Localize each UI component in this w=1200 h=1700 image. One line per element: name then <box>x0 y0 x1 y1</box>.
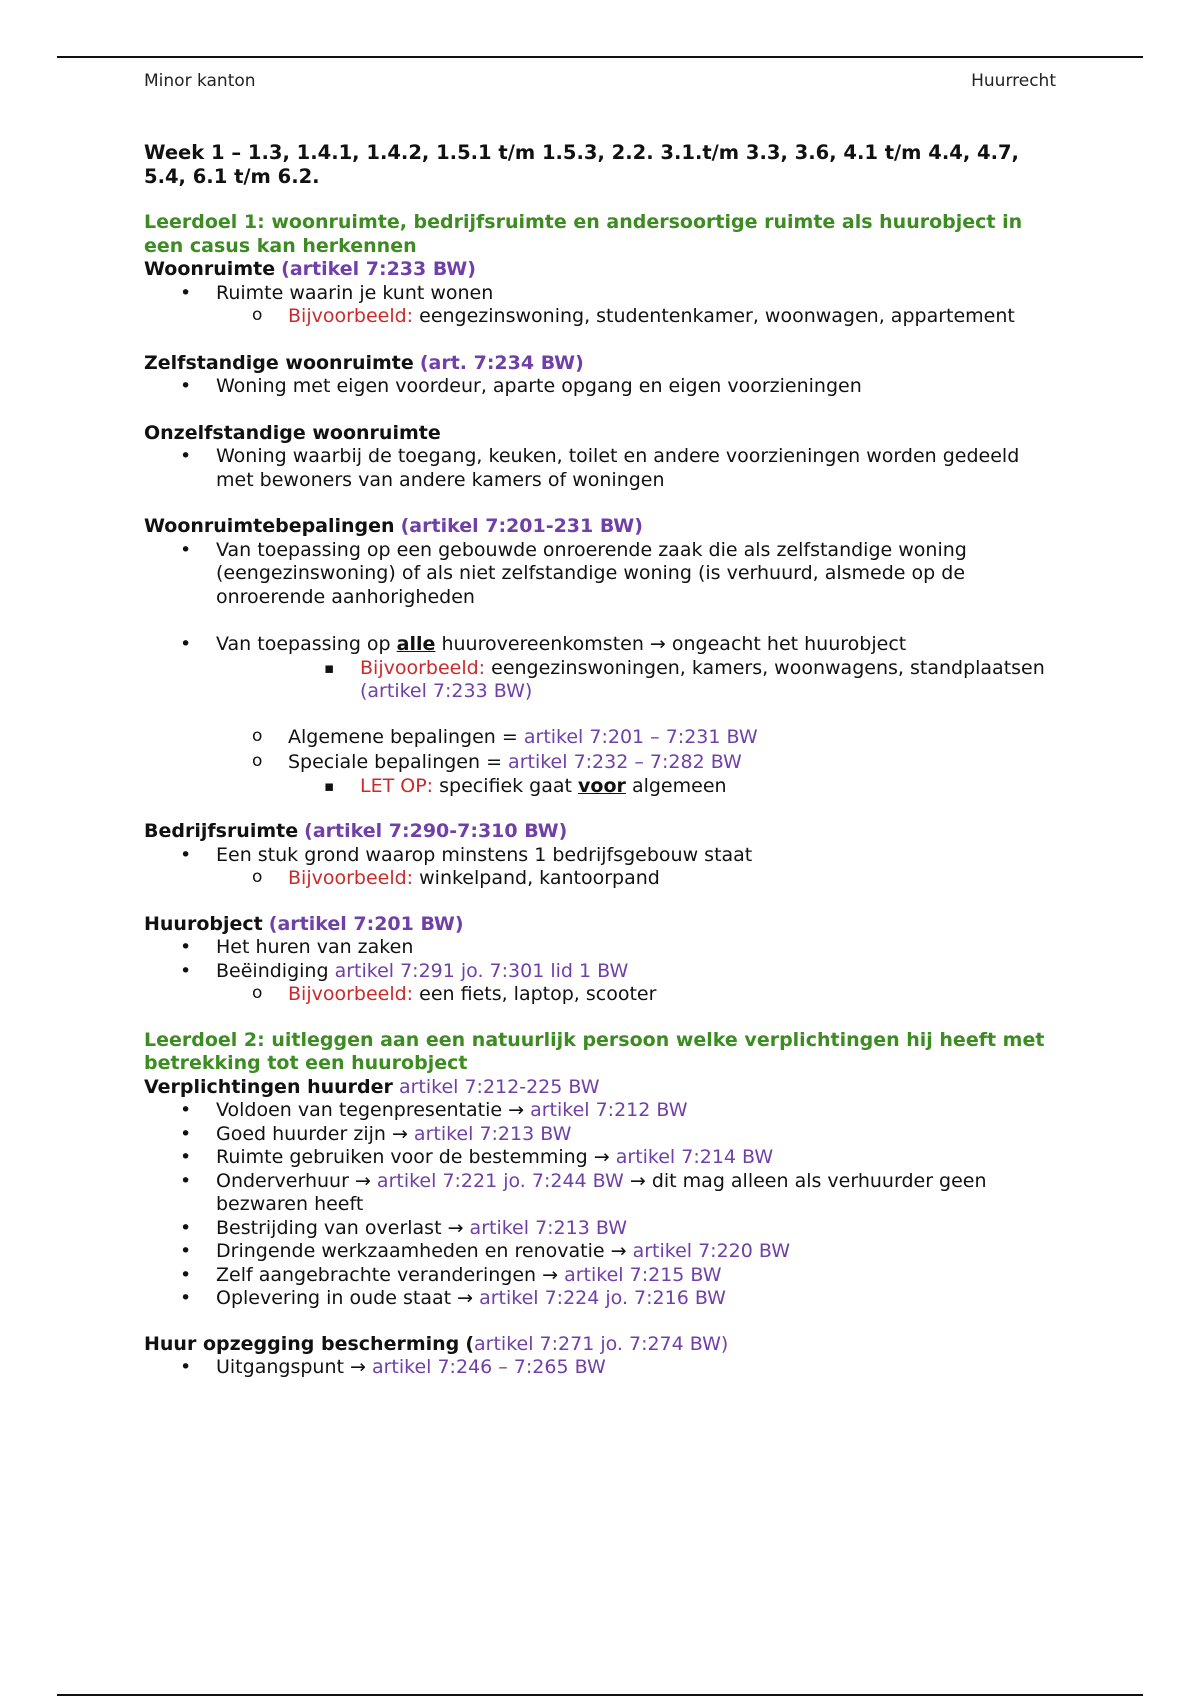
article-ref: artikel 7:224 jo. 7:216 BW <box>479 1287 726 1309</box>
list-item <box>144 305 1059 329</box>
list-item <box>144 844 1059 868</box>
section-zelfstandig <box>144 352 1059 376</box>
note-label: LET OP: <box>360 774 434 797</box>
learning-goal-2: Leerdoel 2: uitleggen aan een natuurlijk persoon welke verplichtingen hij heeft met betrekking tot een huurobject <box>144 1028 1045 1074</box>
item-text: specifiek gaat <box>439 774 572 797</box>
list-item <box>144 375 1059 399</box>
list-spacer <box>144 704 1059 726</box>
article-ref: artikel 7:246 – 7:265 BW <box>371 1356 606 1378</box>
list-item <box>144 282 1059 306</box>
emphasis: alle <box>396 633 436 655</box>
zelfstandig-list <box>144 375 1059 399</box>
item-text: Een stuk grond waarop minstens 1 bedrijfsgebouw staat <box>216 843 753 866</box>
article-ref: artikel 7:214 BW <box>615 1146 774 1168</box>
section-bepalingen <box>144 515 1059 539</box>
article-ref: (artikel 7:290-7:310 BW) <box>304 820 568 842</box>
article-ref: artikel 7:232 – 7:282 BW <box>508 751 742 773</box>
item-text: een fiets, laptop, scooter <box>419 983 657 1005</box>
article-ref: (art. 7:234 BW) <box>419 351 584 374</box>
item-text: Beëindiging <box>216 959 329 982</box>
article-ref: artikel 7:215 BW <box>564 1263 722 1286</box>
section-opzegging <box>144 1333 1059 1357</box>
list-item <box>144 936 1059 960</box>
article-ref: artikel 7:213 BW <box>469 1216 628 1239</box>
article-ref: artikel 7:291 jo. 7:301 lid 1 BW <box>334 959 629 982</box>
document-body <box>144 141 1059 1380</box>
section-bedrijfsruimte <box>144 820 1059 844</box>
item-text: Ruimte waarin je kunt wonen <box>216 281 494 304</box>
example-label: Bijvoorbeeld: <box>288 867 414 889</box>
item-text: winkelpand, kantoorpand <box>419 867 660 889</box>
bedrijfsruimte-list <box>144 844 1059 891</box>
item-text: huurovereenkomsten → ongeacht het huurobject <box>441 633 907 655</box>
item-text: Voldoen van tegenpresentatie → <box>216 1099 525 1121</box>
item-text: Het huren van zaken <box>216 936 414 958</box>
section-title: Huurobject <box>144 912 263 935</box>
header-rule <box>57 56 1143 58</box>
section-verplichtingen <box>144 1076 1059 1100</box>
header-left: Minor kanton <box>144 71 256 91</box>
item-text: eengezinswoningen, kamers, woonwagens, standplaatsen <box>491 656 1045 679</box>
list-item <box>144 1099 1059 1123</box>
item-text: Woning waarbij de toegang, keuken, toilet en andere voorzieningen worden gedeeld met bewoners van andere kamers of woningen <box>216 445 1020 491</box>
opzegging-list <box>144 1356 1059 1380</box>
section-onzelfstandig <box>144 422 1059 446</box>
list-spacer <box>144 609 1059 633</box>
article-ref: (artikel 7:233 BW) <box>281 258 476 280</box>
article-ref: (artikel 7:201 BW) <box>268 912 464 935</box>
example-label: Bijvoorbeeld: <box>288 305 414 327</box>
item-text: → dit mag alleen als verhuurder geen bezwaren heeft <box>216 1169 987 1215</box>
item-text: Oplevering in oude staat → <box>216 1287 474 1309</box>
list-item <box>144 726 1059 750</box>
list-item <box>144 1146 1059 1170</box>
woonruimte-list <box>144 282 1059 329</box>
item-text: Speciale bepalingen = <box>288 751 502 773</box>
list-item <box>144 867 1059 891</box>
item-text: Uitgangspunt → <box>216 1356 366 1378</box>
item-text: algemeen <box>631 774 727 797</box>
article-ref: artikel 7:212 BW <box>530 1099 688 1121</box>
footer-rule <box>57 1694 1143 1696</box>
example-label: Bijvoorbeeld: <box>288 983 414 1005</box>
list-item <box>144 445 1059 492</box>
item-text: Zelf aangebrachte veranderingen → <box>216 1263 559 1286</box>
section-title: Verplichtingen huurder <box>144 1075 393 1098</box>
list-item <box>144 960 1059 984</box>
list-item <box>144 1240 1059 1264</box>
list-item <box>144 1217 1059 1241</box>
article-ref: artikel 7:201 – 7:231 BW <box>523 725 758 748</box>
header-right: Huurrecht <box>971 71 1056 91</box>
item-text: Van toepassing op een gebouwde onroerende zaak die als zelfstandige woning (eengezinswoning) of als niet zelfstandige woning (is verhuurd, alsmede op de onroerende aanhorigheden <box>216 538 967 608</box>
item-text: Onderverhuur → <box>216 1169 371 1192</box>
list-item <box>144 657 1059 704</box>
article-ref: artikel 7:271 jo. 7:274 BW) <box>474 1332 729 1355</box>
list-item <box>144 1287 1059 1311</box>
section-title: Huur opzegging bescherming <box>144 1332 460 1355</box>
example-label: Bijvoorbeeld: <box>360 656 486 679</box>
list-item <box>144 1123 1059 1147</box>
item-text: Van toepassing op <box>216 633 391 655</box>
verplichtingen-list <box>144 1099 1059 1311</box>
list-item <box>144 633 1059 657</box>
section-title: Woonruimte <box>144 258 276 280</box>
section-title: Woonruimtebepalingen <box>144 515 395 537</box>
list-item <box>144 983 1059 1007</box>
onzelfstandig-list <box>144 445 1059 492</box>
learning-goal-1: Leerdoel 1: woonruimte, bedrijfsruimte en andersoortige ruimte als huurobject in een casus kan herkennen <box>144 211 1023 257</box>
article-ref: (artikel 7:233 BW) <box>360 680 533 702</box>
item-text: Dringende werkzaamheden en renovatie → <box>216 1240 627 1262</box>
section-title: Onzelfstandige woonruimte <box>144 421 441 444</box>
section-huurobject <box>144 913 1059 937</box>
article-ref: artikel 7:212-225 BW <box>398 1075 600 1098</box>
section-woonruimte <box>144 258 1059 282</box>
bepalingen-list <box>144 539 1059 799</box>
item-text: Bestrijding van overlast → <box>216 1216 464 1239</box>
list-item <box>144 775 1059 799</box>
section-title: Zelfstandige woonruimte <box>144 351 414 374</box>
list-item <box>144 751 1059 775</box>
article-ref: artikel 7:220 BW <box>632 1240 791 1262</box>
list-item <box>144 1264 1059 1288</box>
item-text: eengezinswoning, studentenkamer, woonwagen, appartement <box>419 305 1015 327</box>
list-item <box>144 1356 1059 1380</box>
item-text: Ruimte gebruiken voor de bestemming → <box>216 1146 610 1168</box>
emphasis: voor <box>578 774 626 797</box>
paren: ( <box>465 1332 475 1355</box>
item-text: Goed huurder zijn → <box>216 1122 408 1145</box>
item-text: Woning met eigen voordeur, aparte opgang en eigen voorzieningen <box>216 375 862 397</box>
week-title: Week 1 – 1.3, 1.4.1, 1.4.2, 1.5.1 t/m 1.5.3, 2.2. 3.1.t/m 3.3, 3.6, 4.1 t/m 4.4, 4.7, 5.4, 6.1 t/m 6.2. <box>144 141 1019 188</box>
item-text: Algemene bepalingen = <box>288 725 518 748</box>
article-ref: (artikel 7:201-231 BW) <box>400 515 643 537</box>
list-item <box>144 539 1059 610</box>
section-title: Bedrijfsruimte <box>144 820 299 842</box>
article-ref: artikel 7:221 jo. 7:244 BW <box>376 1169 624 1192</box>
list-item <box>144 1170 1059 1217</box>
huurobject-list <box>144 936 1059 1007</box>
article-ref: artikel 7:213 BW <box>413 1122 572 1145</box>
